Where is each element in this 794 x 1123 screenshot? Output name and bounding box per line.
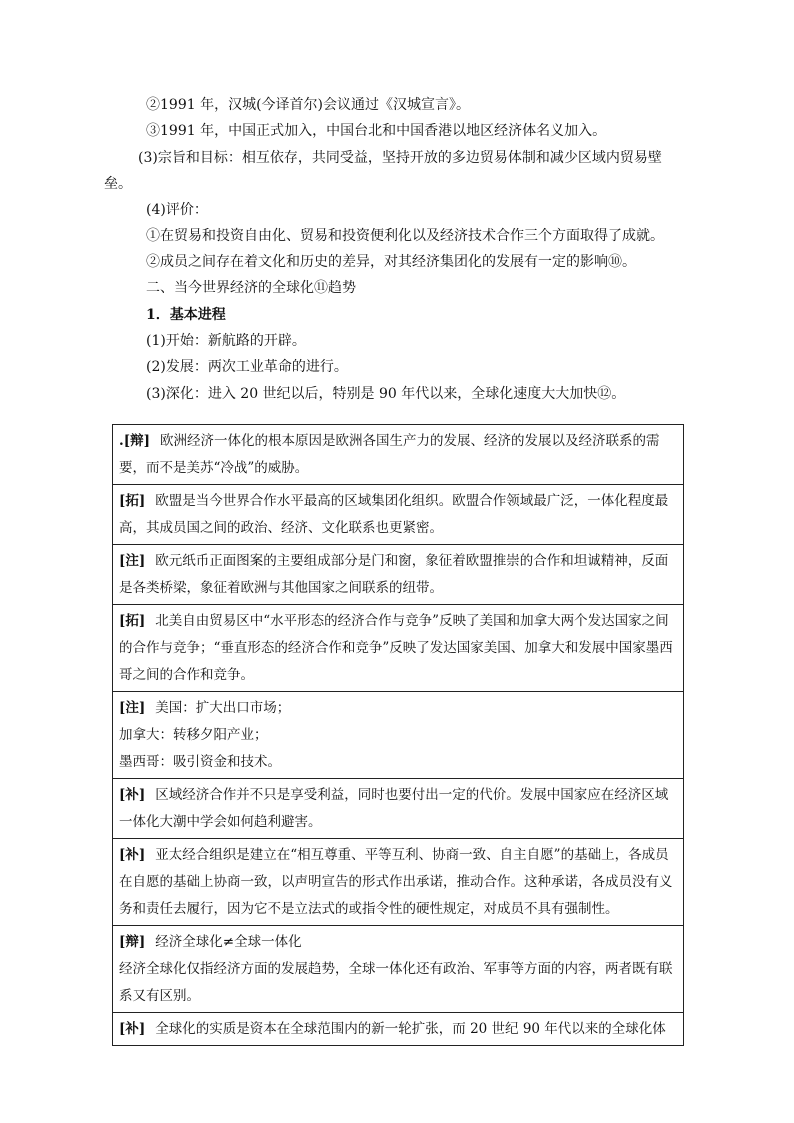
note-tag: [注] [119, 700, 146, 716]
note-row [113, 425, 684, 485]
paragraph-wrapped [104, 145, 684, 197]
note-row [113, 692, 684, 779]
note-row [113, 779, 684, 839]
note-cell [113, 926, 684, 1013]
note-cell [113, 1013, 684, 1046]
note-tag: [补] [119, 847, 146, 863]
note-tag: .[辩] [119, 433, 150, 449]
subsection-heading: 1．基本进程 [146, 306, 226, 323]
note-row [113, 926, 684, 1013]
note-text: 美国：扩大出口市场； [155, 700, 291, 716]
note-text: 亚太经合组织是建立在“相互尊重、平等互利、协商一致、自主自愿”的基础上，各成员在自愿的基础上协商一致，以声明宣告的形式作出承诺，推动合作。这种承诺，各成员没有义务和责任去履行，因为它不是立法式的或指令性的硬性规定，对成员不具有强制性。 [119, 847, 673, 917]
note-tag: [注] [119, 553, 146, 569]
note-text: 欧元纸币正面图案的主要组成部分是门和窗，象征着欧盟推崇的合作和坦诚精神，反面是各类桥梁，象征着欧洲与其他国家之间联系的纽带。 [119, 553, 669, 596]
note-cell [113, 692, 684, 779]
note-text: 经济全球化仅指经济方面的发展趋势，全球一体化还有政治、军事等方面的内容，两者既有联系又有区别。 [119, 961, 673, 1004]
body-text [104, 92, 684, 407]
note-cell [113, 545, 684, 605]
note-text: 北美自由贸易区中“水平形态的经济合作与竞争”反映了美国和加拿大两个发达国家之间的合作与竞争；“垂直形态的经济合作和竞争”反映了发达国家美国、加拿大和发展中国家墨西哥之间的合作和竞争。 [119, 613, 673, 683]
paragraph-line: (4)评价： [146, 201, 208, 218]
section-heading: 二、当今世界经济的全球化⑪趋势 [146, 280, 356, 297]
note-tag: [补] [119, 1021, 146, 1037]
note-text: 欧盟是当今世界合作水平最高的区域集团化组织。欧盟合作领域最广泛，一体化程度最高，其成员国之间的政治、经济、文化联系也更紧密。 [119, 493, 669, 536]
note-cell [113, 425, 684, 485]
note-cell [113, 839, 684, 926]
paragraph-line: ①在贸易和投资自由化、贸易和投资便利化以及经济技术合作三个方面取得了成就。 [146, 227, 664, 244]
note-row [113, 1013, 684, 1046]
paragraph-line: (3)深化：进入 20 世纪以后，特别是 90 年代以来，全球化速度大大加快⑫。 [146, 385, 626, 402]
note-tag: [拓] [119, 613, 146, 629]
note-text: 区域经济合作并不只是享受利益，同时也要付出一定的代价。发展中国家应在经济区域一体化大潮中学会如何趋利避害。 [119, 787, 669, 830]
note-row [113, 485, 684, 545]
paragraph-line: ②成员之间存在着文化和历史的差异，对其经济集团化的发展有一定的影响⑩。 [146, 254, 636, 271]
paragraph-line: ②1991 年，汉城(今译首尔)会议通过《汉城宣言》。 [146, 97, 471, 113]
note-cell [113, 485, 684, 545]
note-cell [113, 605, 684, 692]
paragraph-line: (1)开始：新航路的开辟。 [146, 333, 306, 350]
note-text: 墨西哥：吸引资金和技术。 [119, 754, 281, 770]
note-text: 加拿大：转移夕阳产业； [119, 727, 268, 743]
note-cell [113, 779, 684, 839]
note-tag: [辩] [119, 934, 146, 950]
paragraph-line: ③1991 年，中国正式加入，中国台北和中国香港以地区经济体名义加入。 [146, 123, 607, 140]
paragraph-line: (2)发展：两次工业革命的进行。 [146, 359, 348, 376]
note-row [113, 839, 684, 926]
note-text: 欧洲经济一体化的根本原因是欧洲各国生产力的发展、经济的发展以及经济联系的需要，而不是美苏“冷战”的威胁。 [119, 433, 660, 476]
paragraph-line: (3)宗旨和目标：相互依存，共同受益，坚持开放的多边贸易体制和减少区域内贸易壁垒。 [104, 149, 662, 192]
note-text: 全球化的实质是资本在全球范围内的新一轮扩张，而 20 世纪 90 年代以来的全球化体 [155, 1021, 666, 1037]
note-tag: [拓] [119, 493, 146, 509]
note-tag: [补] [119, 787, 146, 803]
note-text: 经济全球化≠全球一体化 [155, 934, 302, 950]
note-row [113, 545, 684, 605]
note-row [113, 605, 684, 692]
margin-notes-table [112, 424, 684, 1046]
